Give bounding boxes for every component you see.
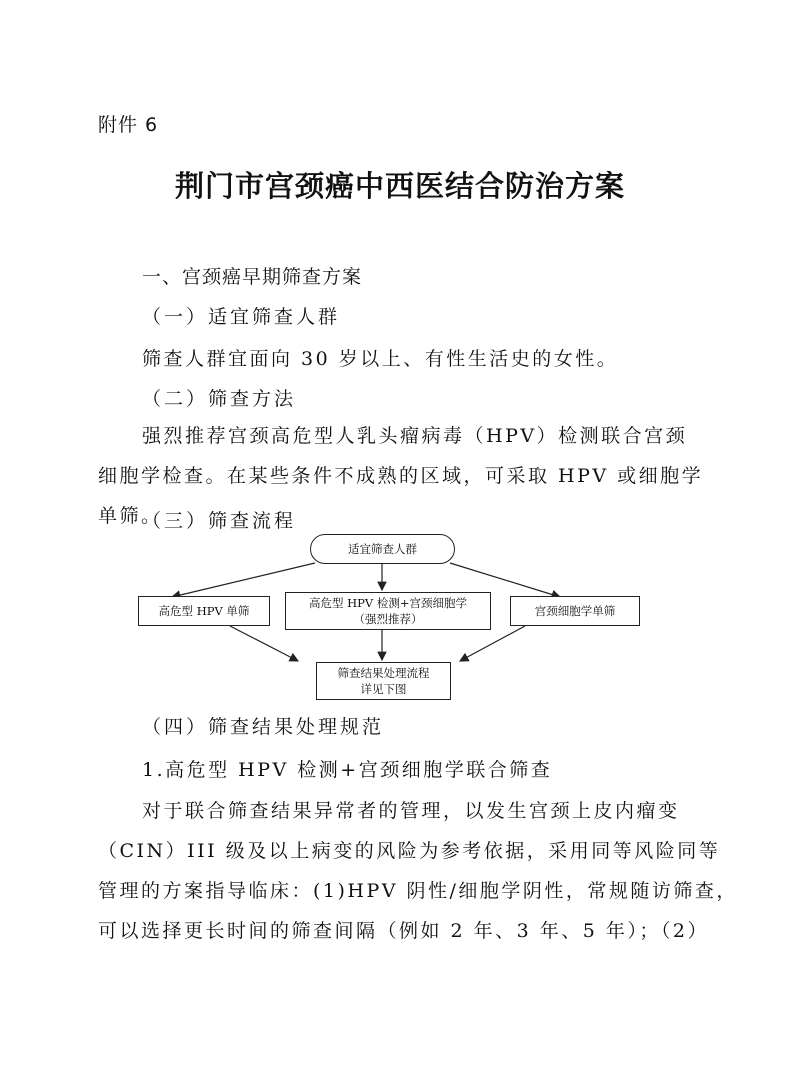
paragraph-line-2: （CIN）III 级及以上病变的风险为参考依据，采用同等风险同等: [98, 840, 721, 862]
paragraph-target-population: 筛查人群宜面向 30 岁以上、有性生活史的女性。: [142, 348, 619, 370]
flow-box-hpv-only: [138, 596, 270, 626]
item-cotest-heading: 1.高危型 HPV 检测+宫颈细胞学联合筛查: [142, 759, 553, 781]
flow-box-result: [316, 662, 451, 700]
arrow-hpv-to-result: [230, 626, 298, 661]
paragraph-line-3: 管理的方案指导临床：(1)HPV 阴性/细胞学阴性，常规随访筛查，: [98, 880, 738, 902]
paragraph-line-4: 可以选择更长时间的筛查间隔（例如 2 年、3 年、5 年）；（2）: [98, 920, 710, 942]
subheading-result-handling: （四）筛查结果处理规范: [142, 716, 385, 738]
arrow-cytology-to-result: [460, 626, 525, 661]
attachment-label: 附件 6: [98, 114, 159, 136]
flow-box-cytology-only: [510, 596, 640, 626]
subheading-screening-method: （二）筛查方法: [142, 388, 297, 410]
section-heading-screening: 一、宫颈癌早期筛查方案: [142, 266, 363, 288]
screening-flowchart: [130, 530, 675, 705]
flow-cotest-label: 高危型 HPV 检测+宫颈细胞学: [308, 596, 468, 610]
flow-start-label: 适宜筛查人群: [348, 542, 417, 556]
subheading-target-population: （一）适宜筛查人群: [142, 306, 341, 328]
flow-box-cotest: [285, 592, 491, 630]
flow-start-oval: [310, 534, 455, 564]
paragraph-line-1: 对于联合筛查结果异常者的管理，以发生宫颈上皮内瘤变: [142, 800, 680, 822]
subheading-screening-process: （三）筛查流程: [142, 510, 297, 532]
flow-result-note: 详见下图: [360, 682, 407, 696]
flow-result-label: 筛查结果处理流程: [337, 666, 430, 680]
document-title: 荆门市宫颈癌中西医结合防治方案: [174, 169, 625, 203]
flow-hpv-only-label: 高危型 HPV 单筛: [158, 604, 250, 618]
paragraph-screening-method: 强烈推荐宫颈高危型人乳头瘤病毒（HPV）检测联合宫颈细胞学检查。在某些条件不成熟的区域，可采取 HPV 或细胞学单筛。: [98, 425, 704, 527]
flow-cytology-only-label: 宫颈细胞学单筛: [534, 604, 616, 618]
flow-cotest-recommend: （强烈推荐）: [353, 612, 423, 626]
